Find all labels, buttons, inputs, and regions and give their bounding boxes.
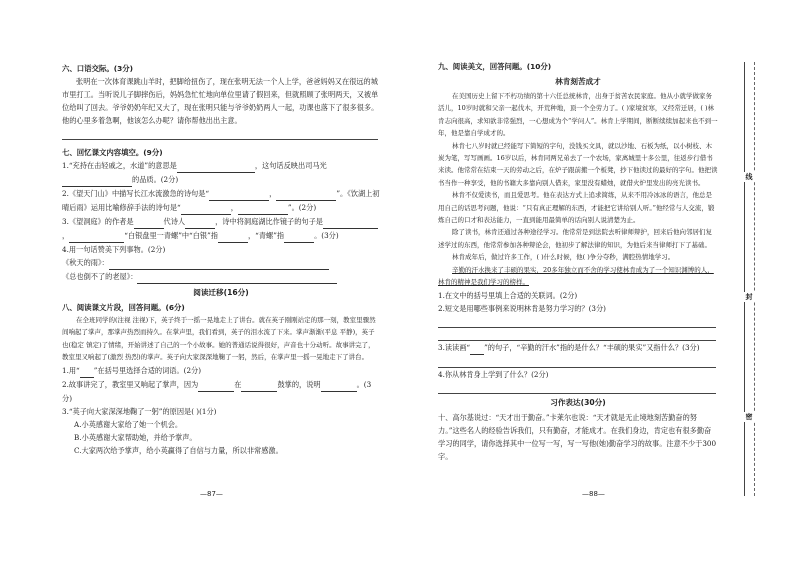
story-para2: 林肯七八岁时就已经能写下简短的字句，没钱买文具，就以沙地、石板为纸，以小树枝、木炭为笔，写写画画。16岁以后，林肯同两兄弟去了一个农场，家离城里十多公里，往返步行借书来读。他常常在结束一天的劳动之后，在炉子跟前搬一个板凳，抄下他读过的最好的字句。他把读书当作一种享受，他的书籍大多靠向别人借来，家里没有蜡烛，就借火炉里发出的亮光读书。: [438, 141, 718, 187]
blank[interactable]: [137, 270, 337, 284]
answer-line[interactable]: [438, 355, 716, 368]
q-text: 在: [234, 379, 242, 389]
q-text: 《总也倒不了的老屋》：: [62, 272, 138, 281]
writing-header: 习作表达(30分): [550, 397, 606, 407]
binding-label-mid: 封: [738, 292, 760, 302]
q-text: 3.《望洞庭》的作者是: [62, 217, 134, 226]
answer-line[interactable]: [438, 315, 716, 328]
option-b[interactable]: B.小英感谢大家帮助她，并给予掌声。: [74, 432, 197, 442]
blank[interactable]: [238, 201, 288, 215]
option-a[interactable]: A.小英感谢大家给了她一个机会。: [74, 419, 183, 429]
binding-dashed-line: [754, 62, 755, 496]
blank[interactable]: [241, 378, 277, 392]
binding-line: [744, 62, 745, 496]
left-column: [62, 62, 380, 457]
blank[interactable]: [470, 341, 484, 355]
q-text: “白银盘里一青螺”中“白银”指: [124, 231, 218, 240]
story-title: 林肯刻苦成才: [555, 77, 601, 86]
section7-q4: 4.用一句话赞美下列事物。(2分): [62, 245, 166, 254]
option-c[interactable]: C.大家两次给予掌声，给小英赢得了自信与力量，所以非常感激。: [74, 445, 283, 455]
section9-q4: 4.你从林肯身上学到了什么？(2分): [438, 369, 549, 379]
q-text: ，: [230, 203, 238, 212]
blank[interactable]: [62, 173, 132, 187]
q-text: ”的句子，“辛勤的汗水”指的是什么？“丰硕的果实”又指什么？(3分): [484, 342, 700, 352]
blank[interactable]: [276, 187, 336, 201]
blank[interactable]: [321, 378, 357, 392]
q-text: ，: [62, 231, 70, 240]
right-column: [438, 60, 718, 463]
story-para5: 林肯成年后，做过许多工作，( )什么时候，他( )争分夺秒，满腔热情地学习。: [452, 253, 675, 262]
section7-q1: [62, 159, 380, 187]
section6-title: 六、口语交际。(3分): [62, 64, 134, 73]
answer-line[interactable]: [438, 381, 716, 394]
answer-line[interactable]: [438, 328, 716, 341]
section9-q1: 1.在文中的括号里填上合适的关联词。(2分): [438, 290, 578, 300]
section8-title: 八、阅读课文片段，回答问题。(6分): [62, 303, 185, 312]
section7-q2: [62, 187, 380, 215]
binding-label-top: 线: [738, 172, 760, 182]
q-text: ，这句话反映出司马光: [254, 161, 327, 170]
q-text: ，诗中将洞庭湖比作镜子的句子是: [215, 217, 323, 226]
blank[interactable]: [69, 229, 124, 243]
q-text: 1.“充持在击轻戚之，水道”的意思是: [62, 161, 177, 170]
section8-q1: [62, 364, 380, 378]
q-text: ”。《饮湖上初晴后雨》运用比喻修辞手法的诗句是“: [62, 189, 380, 212]
story-para3: 林肯不仅爱读书，而且爱思考。他在表达方式上追求简练，从来不用冷冰冰的语言，他总是用自己的话思考问题，他说：“只有真正理解的东西，才能把它讲给别人听。”他经常与人交流，锻炼自己的口才和表达能力，一直到能用最简单的话向别人说清楚为止。: [438, 191, 715, 225]
page-number: —88—: [582, 490, 605, 498]
blank[interactable]: [218, 229, 248, 243]
section7-q4a: [62, 256, 380, 270]
q-text: 代诗人: [163, 217, 186, 226]
blank[interactable]: [209, 187, 269, 201]
q-text: ”。(2分): [287, 203, 317, 212]
binding-margin: [738, 62, 766, 496]
blank[interactable]: [284, 229, 314, 243]
q-text: 的品质。(2分): [132, 175, 179, 184]
answer-line[interactable]: [62, 127, 378, 140]
section9-q3: [438, 341, 718, 355]
section10-prompt: 十、高尔基说过：“天才出于勤奋。”卡莱尔也说：“天才就是无止境地刻苦勤奋的努力。”这些名人的经验告诉我们，只有勤奋，才能成才。在我们身边，肯定也有很多勤奋学习的同学，请你选择其中一位写一写，写一写他(她)勤奋学习的故事。注意不少于300字。: [438, 412, 717, 461]
q-text: 。(3分): [314, 231, 339, 240]
q-text: 《秋天的雨》：: [62, 258, 109, 267]
section9-title: 九、阅读美文，回答问题。(10分): [438, 62, 552, 71]
q-text: ，: [269, 189, 277, 198]
binding-label-bot: 密: [738, 412, 760, 422]
q-text: ，“青螺”指: [247, 231, 285, 240]
blank[interactable]: [323, 215, 378, 229]
page-number: —87—: [200, 490, 223, 498]
right-page: [400, 0, 800, 566]
blank[interactable]: [177, 159, 255, 173]
blank[interactable]: [181, 201, 231, 215]
story-para6: 辛勤的汗水换来了丰硕的果实，20多年独立而不舍的学习使林肯成为了一个知识渊博的人，林肯的精神是我们学习的榜样。: [438, 265, 714, 287]
section8-passage: 在全班同学的(注视 注视)下，英子终于一摇一晃地走上了讲台。就在英子刚刚站定的那一刻，教室里骤然间响起了掌声，那掌声热烈而持久。在掌声里，我们看到，英子的泪水流了下来。掌声渐渐(平息 平静)，英子也(稳定 镇定)了情绪，开始讲述了自己的一个小故事。她的普通话说得很好，声音也十分动听。故事讲完了，教室里又响起了(激烈 热烈)的掌声。英子向大家深深地鞠了一躬，然后，在掌声里一摇一晃地走下了讲台。: [62, 316, 376, 362]
blank[interactable]: [109, 256, 329, 270]
section7-q3: [62, 215, 380, 243]
blank[interactable]: [80, 364, 94, 378]
blank[interactable]: [198, 378, 234, 392]
q-text: 鼓掌的，说明: [277, 379, 321, 389]
q-text: 1.用“: [62, 365, 80, 375]
section8-q3: 3.“英子向大家深深地鞠了一躬”的原因是( )(1分): [62, 406, 217, 416]
reading-header: 阅读迁移(16分): [193, 288, 249, 297]
story-para1: 在美国历史上留下不朽功绩的第十六任总统林肯，出身于贫苦农民家庭。他从小就学做家务活儿，10岁时就和父亲一起伐木，开荒种地，顶一个全劳力了。( )家境贫寒，又经常迁居，( )林肯志向很高，求知欲非常强烈，一心想成为个“学问人”。林肯上学期间，断断续续加起来也不到一年，他是靠自学成才的。: [438, 92, 718, 138]
q-text: ”在括号里选择合适的词语。(2分): [93, 365, 202, 375]
q-text: 2.《望天门山》中描写长江水流激急的诗句是“: [62, 189, 210, 198]
section7-title: 七、回忆课文内容填空。(9分): [62, 148, 163, 157]
q-text: 2.故事讲完了，教室里又响起了掌声，因为: [62, 379, 199, 389]
story-para4: 除了读书，林肯还通过各种途径学习。他常常是到法院去听律师辩护，回来后他向邻居们复述学过的东西，他常常参加各种辩论会，他初步了解法律的知识，为他后来当律师打下了基础。: [438, 228, 712, 249]
blank[interactable]: [185, 215, 215, 229]
section9-q2: 2.短文是用哪些事例来说明林肯是努力学习的？(3分): [438, 303, 606, 313]
section8-q2: [62, 378, 380, 405]
q-text: 。(3分): [62, 379, 372, 403]
q-text: 3.读读画“: [438, 342, 471, 352]
blank[interactable]: [134, 215, 164, 229]
section6-text: 张明在一次体育课跳山羊时，把脚给扭伤了，现在张明无法一个人上学，爸爸妈妈又在很远的城市里打工。当听说儿子脚摔伤后，妈妈急忙忙地向单位里请了假回来，但就照顾了张明两天，又被单位给叫了回去。爷爷奶奶年纪又大了，现在张明只能与爷爷奶奶两人一起，功课也落下了很多很多。他的心里多着急啊，他该怎么办呢？请你帮他出出主意。: [62, 77, 379, 125]
section7-q4b: [62, 270, 380, 284]
